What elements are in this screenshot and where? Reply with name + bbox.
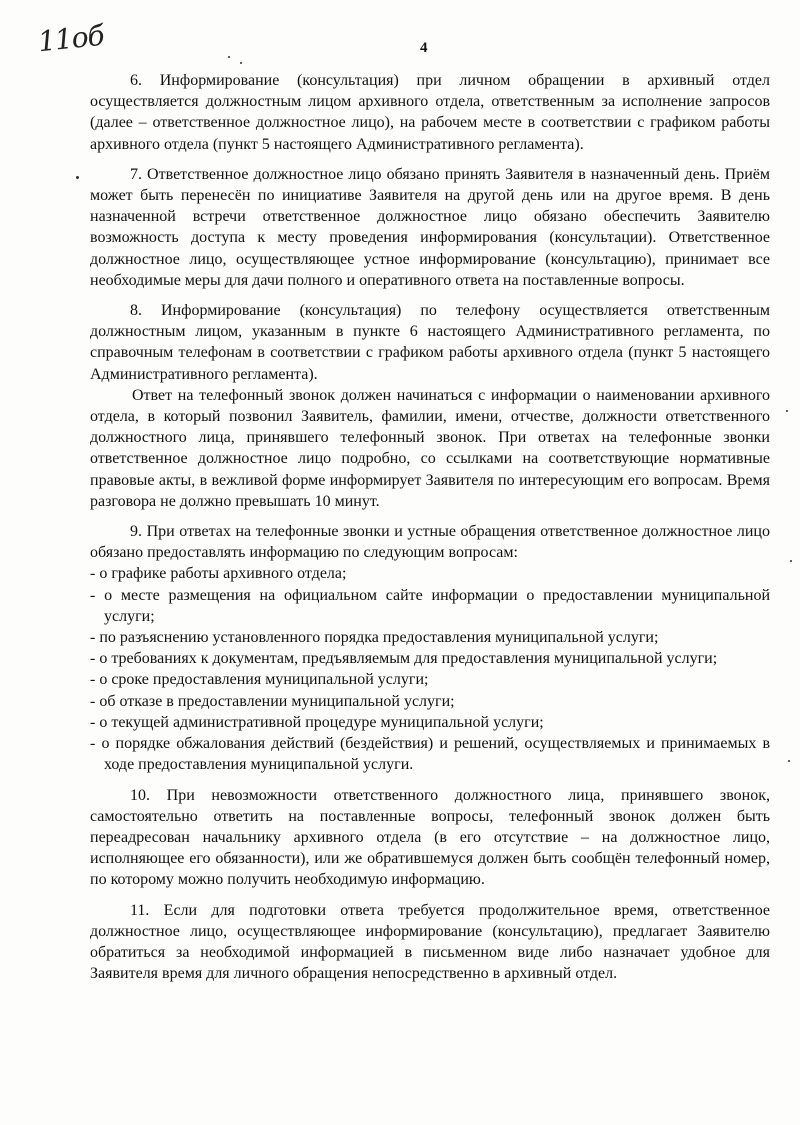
paragraph-6: 6. Информирование (консультация) при личном обращении в архивный отдел осуществляется должностным лицом архивного отдела, ответственным за исполнение запросов (далее – ответственное должностное лицо), на рабочем месте в соответствии с графиком работы архивного отдела (пункт 5 настоящего Административного регламента). (90, 72, 770, 153)
paragraph-11: 11. Если для подготовки ответа требуется продолжительное время, ответственное должностное лицо, осуществляющее информирование (консультацию), предлагает Заявителю обратиться за необходимой информацией в письменном виде либо назначает удобное для Заявителя время для личного обращения непосредственно в архивный отдел. (90, 901, 770, 983)
page-number: 4 (420, 40, 428, 56)
paragraph-7: 7. Ответственное должностное лицо обязано принять Заявителя в назначенный день. Приём может быть перенесён по инициативе Заявителя на другой день или на другое время. В день назначенной встречи ответственное должностное лицо обязано обеспечить Заявителю возможность доступа к месту проведения информирования (консультации). Ответственное должностное лицо, осуществляющее устное информирование (консультацию), принимает все необходимые меры для дачи полного и оперативного ответа на поставленные вопросы. (90, 165, 770, 289)
list-item: - о графике работы архивного отдела; (90, 565, 347, 583)
list-item: - об отказе в предоставлении муниципальной услуги; (90, 692, 455, 710)
list-item: - о сроке предоставления муниципальной услуги; (90, 671, 429, 689)
scan-speck (228, 56, 230, 58)
paragraph-9-list (90, 563, 770, 775)
paragraph-8-phone-answer: Ответ на телефонный звонок должен начинаться с информации о наименовании архивного отдела, в который позвонил Заявитель, фамилии, имени, отчестве, должности ответственного должностного лица, принявшего телефонный звонок. При ответах на телефонные звонки ответственное должностное лицо подробно, со ссылками на соответствующие нормативные правовые акты, в вежливой форме информирует Заявителя по интересующим его вопросам. Время разговора не должно превышать 10 минут. (90, 386, 770, 510)
scan-speck (790, 560, 792, 562)
scan-speck (788, 760, 790, 762)
scan-speck (76, 176, 79, 179)
list-item: - о месте размещения на официальном сайте информации о предоставлении муниципальной услуги; (90, 586, 770, 625)
list-item: - о текущей административной процедуре муниципальной услуги; (90, 713, 544, 731)
paragraph-8: 8. Информирование (консультация) по телефону осуществляется ответственным должностным лицом, указанным в пункте 6 настоящего Административного регламента, по справочным телефонам в соответствии с графиком работы архивного отдела (пункт 5 настоящего Административного регламента). (90, 302, 770, 383)
list-item: - о требованиях к документам, предъявляемым для предоставления муниципальной услуги; (90, 650, 718, 668)
paragraph-10: 10. При невозможности ответственного должностного лица, принявшего звонок, самостоятельно ответить на поставленные вопросы, телефонный звонок должен быть переадресован начальнику архивного отдела (в его отсутствие – на должностное лицо, исполняющее его обязанности), или же обратившемуся должен быть сообщён телефонный номер, по которому можно получить необходимую информацию. (90, 786, 770, 889)
handwritten-sheet-note: 11об (36, 18, 106, 59)
list-item: - о порядке обжалования действий (бездействия) и решений, осуществляемых и принимаемых в ходе предоставления муниципальной услуги. (90, 735, 770, 774)
scan-speck (786, 410, 788, 412)
document-body (90, 70, 770, 993)
paragraph-9: 9. При ответах на телефонные звонки и устные обращения ответственное должностное лицо обязано предоставлять информацию по следующим вопросам: (90, 523, 770, 562)
list-item: - по разъяснению установленного порядка предоставления муниципальной услуги; (90, 629, 659, 647)
scan-speck (240, 62, 242, 64)
